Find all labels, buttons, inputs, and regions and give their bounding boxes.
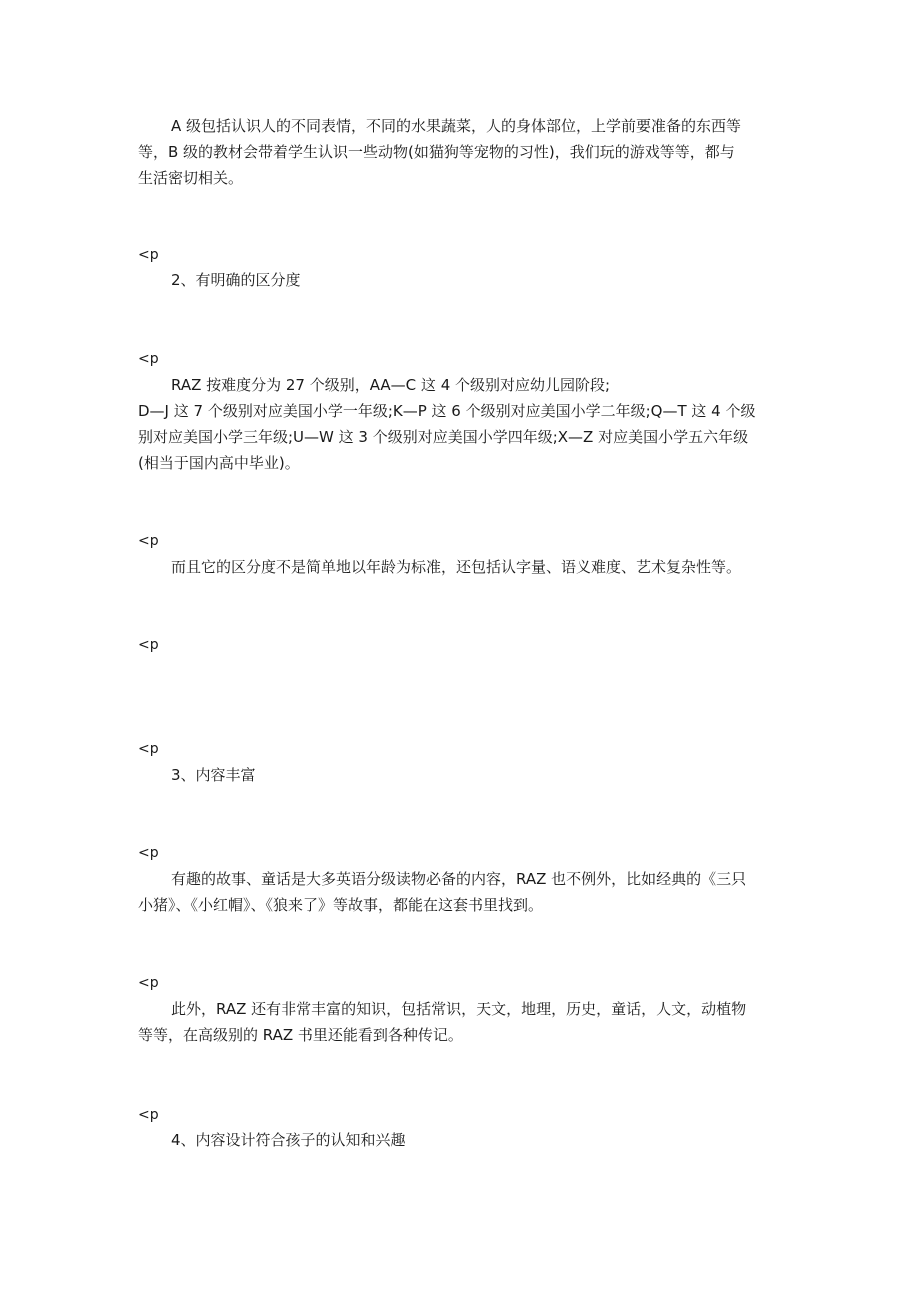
p-tag-marker: <p <box>138 533 159 549</box>
paragraph-line: (相当于国内高中毕业)。 <box>138 454 300 472</box>
p-tag-marker: <p <box>138 1107 159 1123</box>
p-tag-marker: <p <box>138 845 159 861</box>
p-tag-marker: <p <box>138 247 159 263</box>
p-tag-marker: <p <box>138 741 159 757</box>
paragraph-line: A 级包括认识人的不同表情，不同的水果蔬菜，人的身体部位，上学前要准备的东西等 <box>171 117 742 135</box>
paragraph-line: 而且它的区分度不是简单地以年龄为标准，还包括认字量、语义难度、艺术复杂性等。 <box>171 558 742 576</box>
paragraph-line: 有趣的故事、童话是大多英语分级读物必备的内容，RAZ 也不例外，比如经典的《三只 <box>171 870 747 888</box>
paragraph-line: 别对应美国小学三年级;U—W 这 3 个级别对应美国小学四年级;X—Z 对应美国小学五六年级 <box>138 428 749 446</box>
p-tag-marker: <p <box>138 637 159 653</box>
paragraph-line: RAZ 按难度分为 27 个级别，AA—C 这 4 个级别对应幼儿园阶段; <box>171 376 611 394</box>
paragraph-line: D—J 这 7 个级别对应美国小学一年级;K—P 这 6 个级别对应美国小学二年级;Q—T 这 4 个级 <box>138 402 756 420</box>
section-heading: 3、内容丰富 <box>171 766 256 784</box>
p-tag-marker: <p <box>138 975 159 991</box>
paragraph-line: 等等，在高级别的 RAZ 书里还能看到各种传记。 <box>138 1026 463 1044</box>
section-heading: 2、有明确的区分度 <box>171 271 301 289</box>
paragraph-line: 此外，RAZ 还有非常丰富的知识，包括常识，天文，地理，历史，童话，人文，动植物 <box>171 1000 747 1018</box>
paragraph-line: 等，B 级的教材会带着学生认识一些动物(如猫狗等宠物的习性)，我们玩的游戏等等，都与 <box>138 143 735 161</box>
section-heading: 4、内容设计符合孩子的认知和兴趣 <box>171 1131 406 1149</box>
p-tag-marker: <p <box>138 351 159 367</box>
paragraph-line: 生活密切相关。 <box>138 169 244 187</box>
paragraph-line: 小猪》、《小红帽》、《狼来了》等故事，都能在这套书里找到。 <box>138 896 544 914</box>
